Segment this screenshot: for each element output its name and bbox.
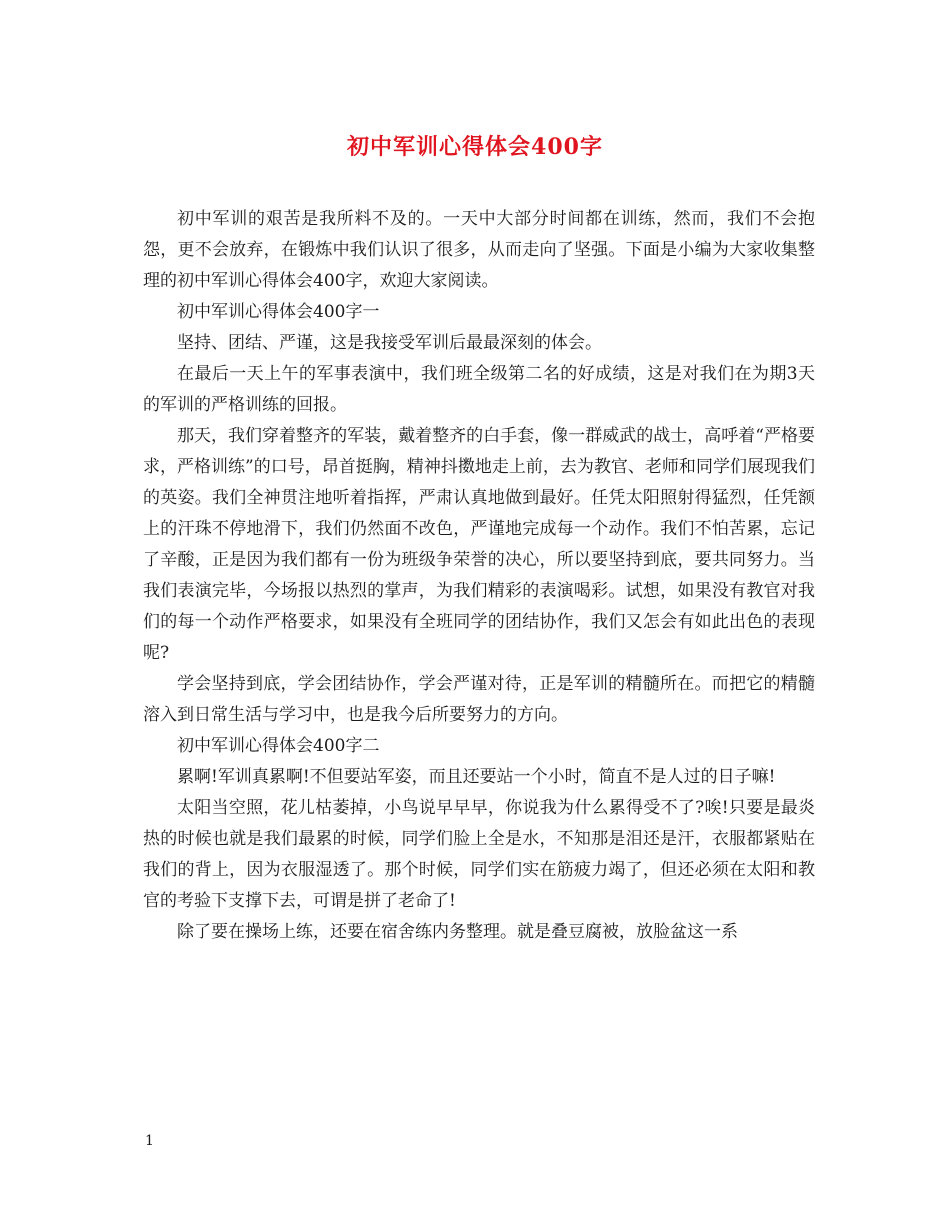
document-title: 初中军训心得体会400字 — [347, 134, 603, 160]
paragraph-intro: 初中军训的艰苦是我所料不及的。一天中大部分时间都在训练，然而，我们不会抱怨，更不会放弃，在锻炼中我们认识了很多，从而走向了坚强。下面是小编为大家收集整理的初中军训心得体会400字，欢迎大家阅读。 — [143, 209, 815, 291]
document-body — [143, 204, 815, 948]
paragraph: 除了要在操场上练，还要在宿舍练内务整理。就是叠豆腐被，放脸盆这一系 — [177, 922, 738, 942]
paragraph: 在最后一天上午的军事表演中，我们班全级第二名的好成绩，这是对我们在为期3天的军训的严格训练的回报。 — [143, 364, 815, 415]
paragraph: 坚持、团结、严谨，这是我接受军训后最最深刻的体会。 — [177, 333, 602, 353]
page-number: 1 — [145, 1133, 154, 1149]
paragraph: 那天，我们穿着整齐的军装，戴着整齐的白手套，像一群威武的战士，高呼着“严格要求，严格训练”的口号，昂首挺胸，精神抖擞地走上前，去为教官、老师和同学们展现我们的英姿。我们全神贯注地听着指挥，严肃认真地做到最好。任凭太阳照射得猛烈，任凭额上的汗珠不停地滑下，我们仍然面不改色，严谨地完成每一个动作。我们不怕苦累，忘记了辛酸，正是因为我们都有一份为班级争荣誉的决心，所以要坚持到底，要共同努力。当我们表演完毕，今场报以热烈的掌声，为我们精彩的表演喝彩。试想，如果没有教官对我们的每一个动作严格要求，如果没有全班同学的团结协作，我们又怎会有如此出色的表现呢? — [143, 426, 815, 663]
section-heading-one: 初中军训心得体会400字一 — [177, 302, 380, 322]
paragraph: 累啊!军训真累啊!不但要站军姿，而且还要站一个小时，简直不是人过的日子嘛! — [177, 767, 776, 787]
paragraph: 学会坚持到底，学会团结协作，学会严谨对待，正是军训的精髓所在。而把它的精髓溶入到日常生活与学习中，也是我今后所要努力的方向。 — [143, 674, 815, 725]
section-heading-two: 初中军训心得体会400字二 — [177, 736, 380, 756]
paragraph: 太阳当空照，花儿枯萎掉，小鸟说早早早，你说我为什么累得受不了?唉!只要是最炎热的时候也就是我们最累的时候，同学们脸上全是水，不知那是泪还是汗，衣服都紧贴在我们的背上，因为衣服湿透了。那个时候，同学们实在筋疲力竭了，但还必须在太阳和教官的考验下支撑下去，可谓是拼了老命了! — [143, 798, 815, 911]
